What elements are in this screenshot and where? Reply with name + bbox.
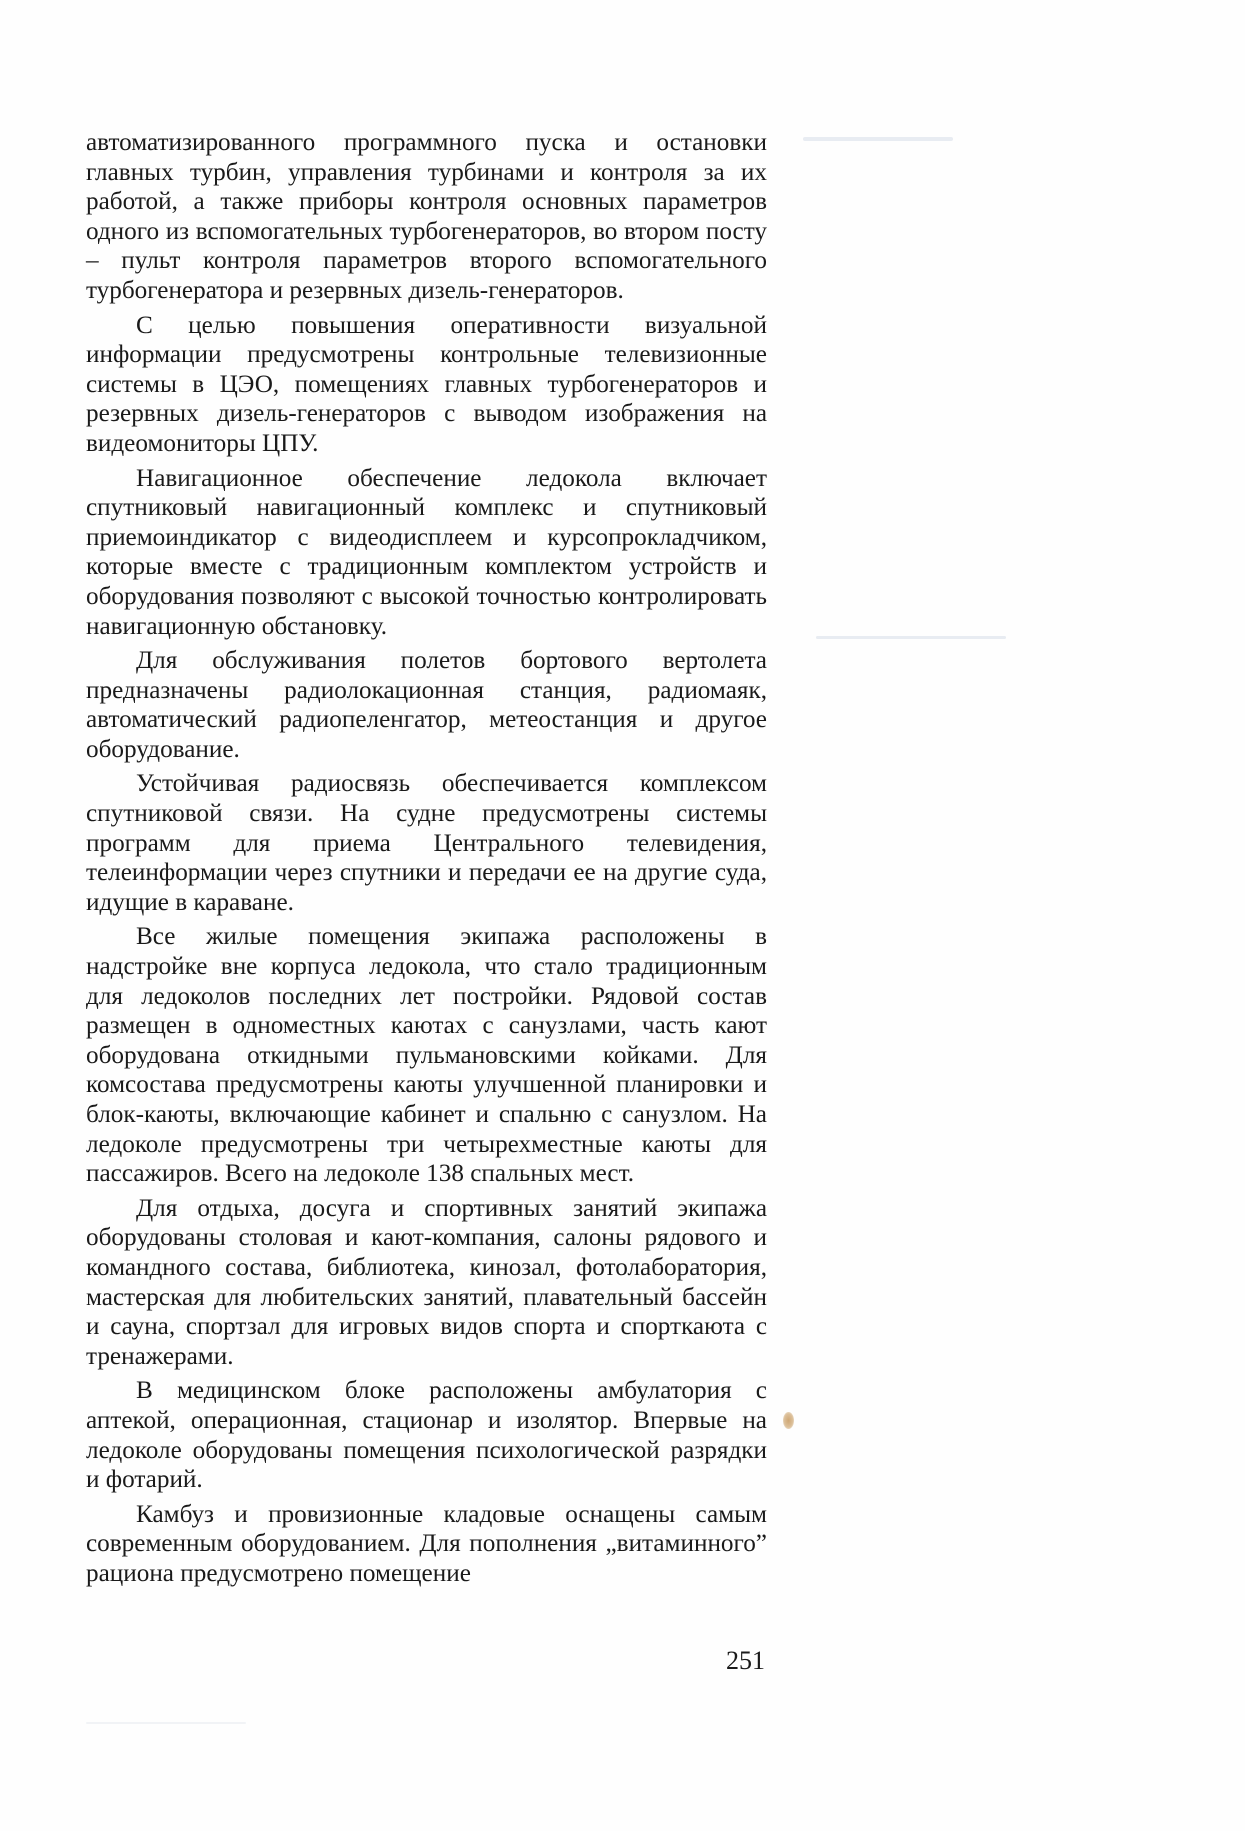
- body-text: [86, 128, 767, 1594]
- paragraph-medical-block: В медицинском блоке расположены амбулатория с аптекой, операционная, стационар и изолятор. Впервые на ледоколе оборудованы помещения психологической разрядки и фотарий.: [86, 1377, 767, 1494]
- scan-mark: [86, 1722, 246, 1724]
- paper-stain: [783, 1412, 794, 1429]
- page-number: 251: [726, 1646, 765, 1675]
- paragraph-navigation: Навигационное обеспечение ледокола включает спутниковый навигационный комплекс и спутниковый приемоиндикатор с видеодисплеем и курсопрокладчиком, которые вместе с традиционным комплектом устройств и оборудования позволяют с высокой точностью контролировать навигационную обстановку.: [86, 464, 767, 640]
- paragraph-galley: Камбуз и провизионные кладовые оснащены самым современным оборудованием. Для пополнения „витаминного” рациона предусмотрено помещение: [86, 1500, 767, 1587]
- paragraph-radio-communication: Устойчивая радиосвязь обеспечивается комплексом спутниковой связи. На судне предусмотрены системы программ для приема Центрального телевидения, телеинформации через спутники и передачи ее на другие суда, идущие в караване.: [86, 770, 767, 916]
- paragraph-control-posts: автоматизированного программного пуска и остановки главных турбин, управления турбинами и контроля за их работой, а также приборы контроля основных параметров одного из вспомогательных турбогенераторов, во втором посту – пульт контроля параметров второго вспомогательного турбогенератора и резервных дизель-генераторов.: [86, 129, 767, 304]
- paragraph-helicopter-support: Для обслуживания полетов бортового вертолета предназначены радиолокационная станция, радиомаяк, автоматический радиопеленгатор, метеостанция и другое оборудование.: [86, 647, 767, 763]
- scan-mark: [816, 636, 1006, 639]
- paragraph-crew-quarters: Все жилые помещения экипажа расположены в надстройке вне корпуса ледокола, что стало традиционным для ледоколов последних лет постройки. Рядовой состав размещен в одноместных каютах с санузлами, часть кают оборудована откидными пульмановскими койками. Для комсостава предусмотрены каюты улучшенной планировки и блок-каюты, включающие кабинет и спальню с санузлом. На ледоколе предусмотрены три четырехместные каюты для пассажиров. Всего на ледоколе 138 спальных мест.: [86, 923, 767, 1188]
- paragraph-recreation: Для отдыха, досуга и спортивных занятий экипажа оборудованы столовая и кают-компания, салоны рядового и командного состава, библиотека, кинозал, фотолаборатория, мастерская для любительских занятий, плавательный бассейн и сауна, спортзал для игровых видов спорта и спорткаюта с тренажерами.: [86, 1194, 767, 1370]
- paragraph-television-systems: С целью повышения оперативности визуальной информации предусмотрены контрольные телевизионные системы в ЦЭО, помещениях главных турбогенераторов и резервных дизель-генераторов с выводом изображения на видеомониторы ЦПУ.: [86, 311, 767, 457]
- scan-mark: [803, 137, 953, 141]
